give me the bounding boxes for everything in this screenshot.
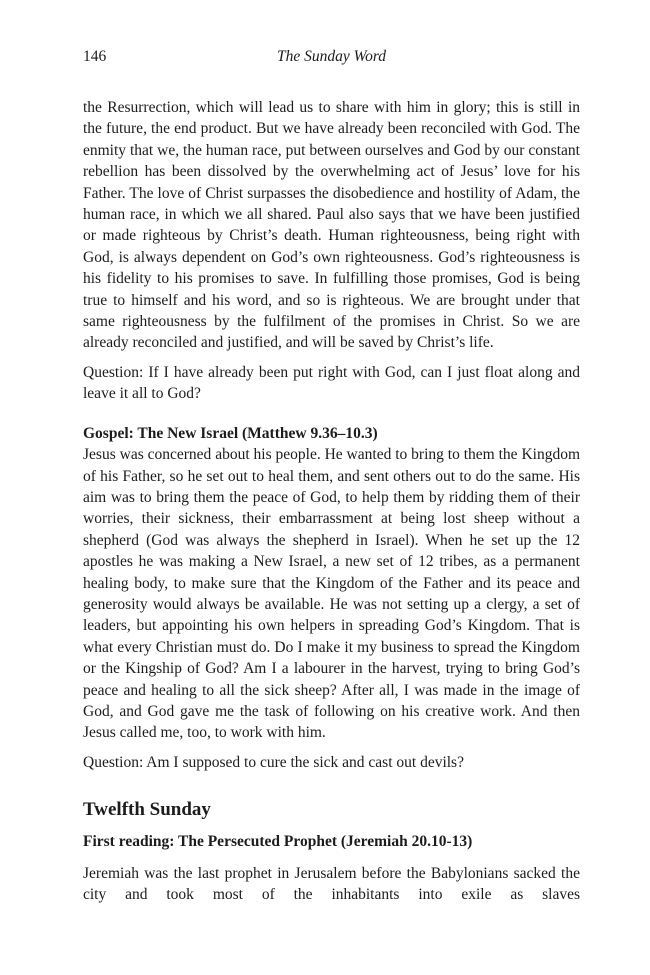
page-number: 146 [83, 48, 107, 65]
question-paragraph-2: Question: Am I supposed to cure the sick and cast out devils? [83, 753, 464, 771]
question-paragraph: Question: If I have already been put right with God, can I just float along and leave it all to God? [83, 363, 580, 403]
book-page [83, 48, 580, 905]
book-title: The Sunday Word [276, 48, 387, 65]
chapter-heading: Twelfth Sunday [83, 799, 211, 821]
paragraph-resurrection: the Resurrection, which will lead us to share with him in glory; this is still in the future, the end product. But we have already been reconciled with God. The enmity that we, the human race, put between ourselves and God by our constant rebellion has been dissolved by the overwhelming act of Jesus’ love for his Father. The love of Christ surpasses the disobedience and hostility of Adam, the human race, in which we all shared. Paul also says that we have been justified or made righteous by Christ’s death. Human righteousness, being right with God, is always dependent on God’s own righteousness. God’s righteousness is his fidelity to his promises to save. In fulfilling those promises, God is being true to himself and his word, and so is righteous. We are brought under that same righteousness by the fulfilment of the promises in Christ. So we are already reconciled and justified, and will be saved by Christ’s life. [83, 99, 580, 352]
paragraph-jeremiah: Jeremiah was the last prophet in Jerusalem before the Babylonians sacked the city and took most of the inhabitants into exile as slaves [83, 864, 580, 903]
section-heading-gospel: Gospel: The New Israel (Matthew 9.36–10.3) [83, 424, 378, 442]
body-text [83, 97, 580, 905]
paragraph-gospel: Jesus was concerned about his people. He wanted to bring to them the Kingdom of his Father, so he set out to heal them, and sent others out to do the same. His aim was to bring them the peace of God, to help them by ridding them of their worries, their sickness, their embarrassment at being lost sheep without a shepherd (God was always the shepherd in Israel). When he set up the 12 apostles he was making a New Israel, a new set of 12 tribes, as a permanent healing body, to make sure that the Kingdom of the Father and its peace and generosity would always be available. He was not setting up a clergy, a set of leaders, but appointing his own helpers in spreading God’s Kingdom. That is what every Christian must do. Do I make it my business to spread the Kingdom or the Kingship of God? Am I a labourer in the harvest, trying to bring God’s peace and healing to all the sick sheep? After all, I was made in the image of God, and God gave me the task of following on his creative work. And then Jesus called me, too, to work with him. [83, 446, 580, 742]
running-header [83, 48, 580, 72]
section-heading-first-reading: First reading: The Persecuted Prophet (Jeremiah 20.10-13) [83, 833, 473, 851]
